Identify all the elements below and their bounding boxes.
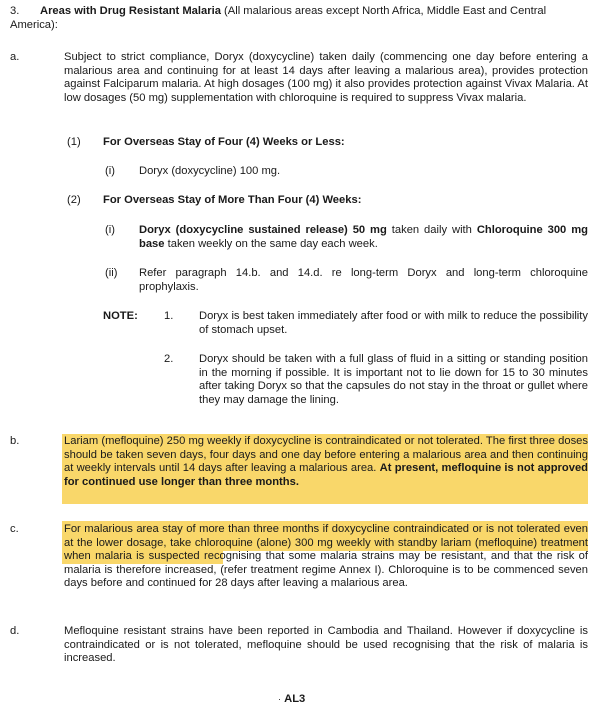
- page-number: · AL3: [278, 693, 306, 705]
- sub2-ii-text: Refer paragraph 14.b. and 14.d. re long-term Doryx and long-term chloroquine prophylaxis.: [139, 267, 588, 293]
- sub2-heading: For Overseas Stay of More Than Four (4) Weeks:: [103, 194, 362, 206]
- item-d-label: d.: [10, 625, 20, 637]
- item-b-text: Lariam (mefloquine) 250 mg weekly if doxycycline is contraindicated or not tolerated. The first three doses should be taken seven days, four days and one day before entering a malarious area and then continuing at weekly intervals until 14 days after leaving a malarious area. At present, mefloquine is not approved for continued use longer than three months.: [64, 435, 589, 488]
- section-title-rest: (All malarious areas except North Africa, Middle East and Central America):: [10, 5, 547, 31]
- section-title: Areas with Drug Resistant Malaria: [40, 5, 221, 17]
- item-d-text: Mefloquine resistant strains have been reported in Cambodia and Thailand. However if doxycycline is contraindicated or is not tolerated, mefloquine should be used recognising that the risk of malaria is increased.: [64, 625, 588, 664]
- item-b-label: b.: [10, 435, 20, 447]
- section-number: 3.: [10, 5, 20, 17]
- note-1-text: Doryx is best taken immediately after food or with milk to reduce the possibility of stomach upset.: [199, 310, 588, 336]
- note-label: NOTE:: [103, 310, 138, 322]
- sub1-label: (1): [67, 136, 81, 148]
- note-2-label: 2.: [164, 353, 174, 365]
- sub2-label: (2): [67, 194, 81, 206]
- note-1-label: 1.: [164, 310, 174, 322]
- sub2-i-label: (i): [105, 224, 115, 236]
- sub1-i-label: (i): [105, 165, 115, 177]
- sub1-i-text: Doryx (doxycycline) 100 mg.: [139, 165, 281, 177]
- sub1-heading: For Overseas Stay of Four (4) Weeks or Less:: [103, 136, 345, 148]
- sub2-i-text: Doryx (doxycycline sustained release) 50 mg taken daily with Chloroquine 300 mg base taken weekly on the same day each week.: [139, 224, 588, 250]
- item-b-bold: At present, mefloquine is not approved for continued use longer than three months.: [64, 462, 589, 488]
- item-a-text: Subject to strict compliance, Doryx (doxycycline) taken daily (commencing one day before entering a malarious area and continuing for at least 14 days after leaving a malarious area), provides protection against Falciparum malaria. At high dosages (100 mg) it also provides protection against Vivax Malaria. At low dosages (50 mg) supplementation with chloroquine is required to suppress Vivax malaria.: [64, 51, 588, 104]
- item-c-label: c.: [10, 523, 19, 535]
- section-heading: [10, 5, 588, 32]
- item-a-label: a.: [10, 51, 20, 63]
- item-c-highlighted: For malarious area stay of more than three months if doxycycline contraindicated or is not tolerated even at the lower dosage, take chloroquine (alone) 300 mg weekly with standby lariam (mefloquine) treatment: [64, 523, 588, 549]
- note-2-text: Doryx should be taken with a full glass of fluid in a sitting or standing position in the morning if possible. It is important not to lie down for 15 to 30 minutes after taking Doryx so that the capsules do not stay in the throat or gullet where they may damage the lining.: [199, 353, 588, 406]
- item-c-text: For malarious area stay of more than three months if doxycycline contraindicated or is not tolerated even at the lower dosage, take chloroquine (alone) 300 mg weekly with standby lariam (mefloquine) treatment when malaria is suspected recognising that some malaria strains may be resistant, and that the risk of malaria is therefore increased, (refer treatment regime Annex I). Chloroquine is to be commenced seven days before and continued for 28 days after leaving a malarious area.: [64, 523, 588, 589]
- sub2-ii-label: (ii): [105, 267, 118, 279]
